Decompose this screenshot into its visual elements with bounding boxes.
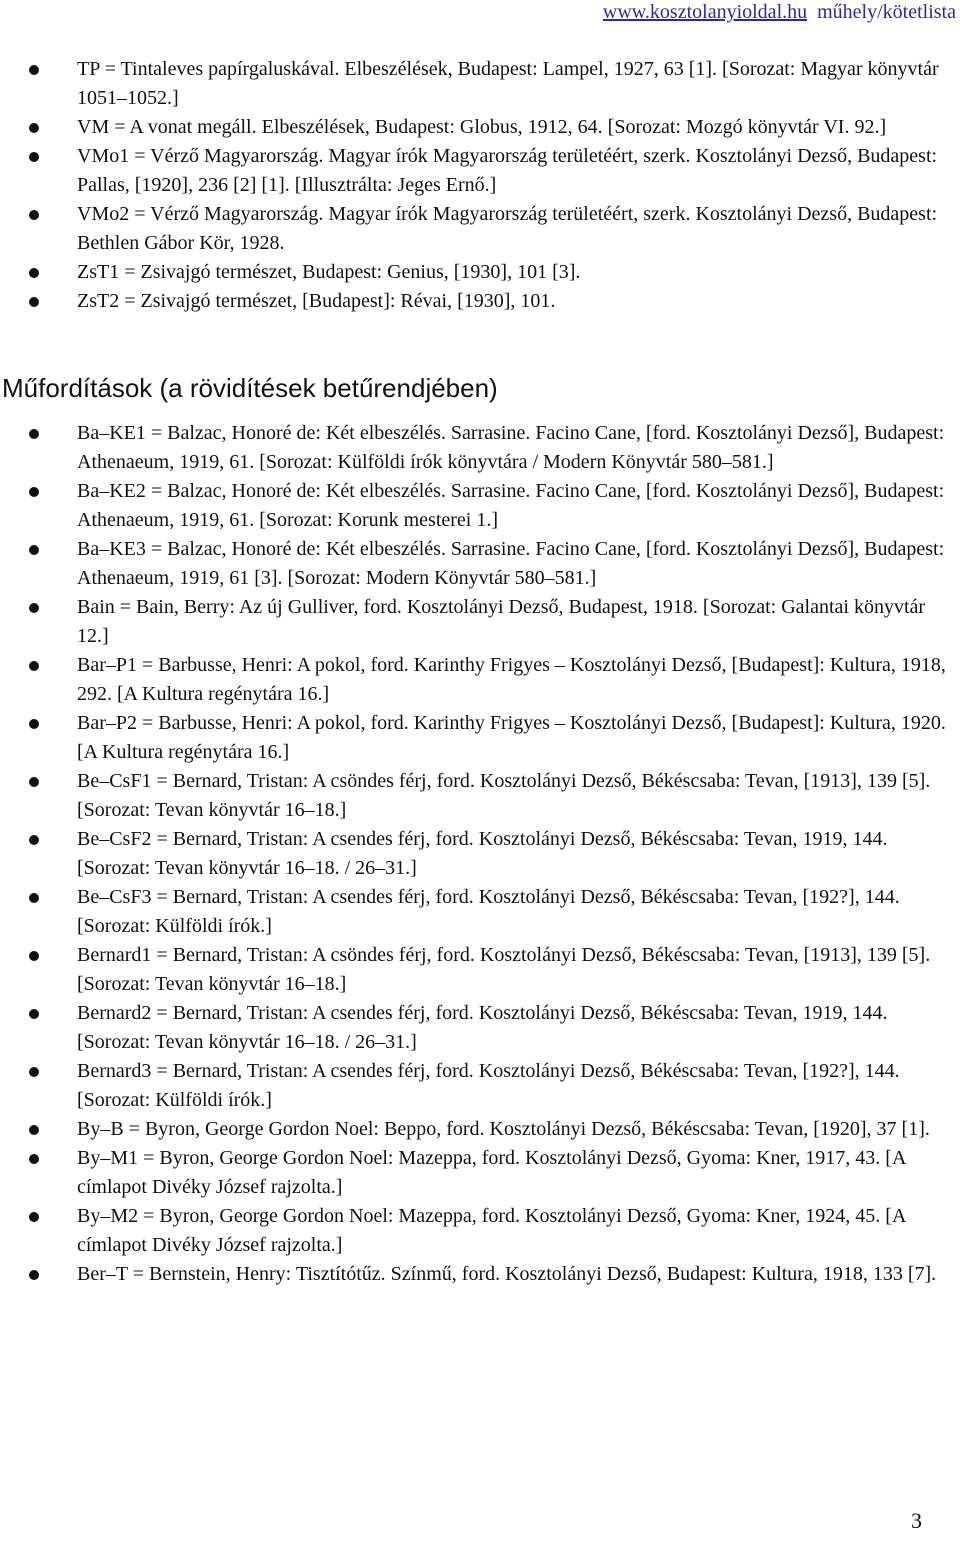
bullet-icon [29,1154,39,1164]
bullet-icon [29,487,39,497]
bullet-icon [29,65,39,75]
entry-text: VMo2 = Vérző Magyarország. Magyar írók Magyarország területéért, szerk. Kosztolányi Dezső, Budapest: Bethlen Gábor Kör, 1928. [77,203,938,254]
list-item [0,825,960,883]
bullet-icon [29,603,39,613]
bullet-icon [29,777,39,787]
list-item [0,709,960,767]
list-item [0,200,960,258]
bullet-icon [29,835,39,845]
list-item [0,258,960,287]
header-path: műhely/kötetlista [817,1,956,23]
entry-text: ZsT2 = Zsivajgó természet, [Budapest]: Révai, [1930], 101. [77,290,556,312]
bullet-icon [29,123,39,133]
list-item [0,113,960,142]
list-item [0,767,960,825]
entry-text: Ba–KE1 = Balzac, Honoré de: Két elbeszélés. Sarrasine. Facino Cane, [ford. Kosztolányi Dezső], Budapest: Athenaeum, 1919, 61. [Sorozat: Külföldi írók könyvtára / Modern Könyvtár 580–581.] [77,422,945,473]
entry-text: Be–CsF2 = Bernard, Tristan: A csendes férj, ford. Kosztolányi Dezső, Békéscsaba: Tevan, 1919, 144. [Sorozat: Tevan könyvtár 16–18. / 26–31.] [77,828,888,879]
list-item [0,1115,960,1144]
work-list [0,55,960,316]
bullet-icon [29,719,39,729]
bullet-icon [29,1067,39,1077]
entry-text: Bernard1 = Bernard, Tristan: A csöndes férj, ford. Kosztolányi Dezső, Békéscsaba: Tevan, [1913], 139 [5]. [Sorozat: Tevan könyvtár 16–18.] [77,944,931,995]
list-item [0,142,960,200]
list-item [0,1260,960,1289]
entry-text: By–B = Byron, George Gordon Noel: Beppo, ford. Kosztolányi Dezső, Békéscsaba: Tevan, [1920], 37 [1]. [77,1118,930,1140]
entry-text: ZsT1 = Zsivajgó természet, Budapest: Genius, [1930], 101 [3]. [77,261,581,283]
bullet-icon [29,210,39,220]
list-item [0,941,960,999]
list-item [0,1057,960,1115]
entry-text: Bar–P2 = Barbusse, Henri: A pokol, ford. Karinthy Frigyes – Kosztolányi Dezső, [Budapest]: Kultura, 1920. [A Kultura regénytára 16.] [77,712,946,763]
list-item [0,651,960,709]
list-item [0,1144,960,1202]
section-title: Műfordítások (a rövidítések betűrendjében) [2,373,498,403]
entry-text: By–M1 = Byron, George Gordon Noel: Mazeppa, ford. Kosztolányi Dezső, Gyoma: Kner, 1917, 43. [A címlapot Divéky József rajzolta.] [77,1147,906,1198]
entry-text: Bain = Bain, Berry: Az új Gulliver, ford. Kosztolányi Dezső, Budapest, 1918. [Sorozat: Galantai könyvtár 12.] [77,596,926,647]
list-item [0,593,960,651]
entry-text: Bar–P1 = Barbusse, Henri: A pokol, ford. Karinthy Frigyes – Kosztolányi Dezső, [Budapest]: Kultura, 1918, 292. [A Kultura regénytára 16.] [77,654,946,705]
bullet-icon [29,661,39,671]
entry-text: Ba–KE3 = Balzac, Honoré de: Két elbeszélés. Sarrasine. Facino Cane, [ford. Kosztolányi Dezső], Budapest: Athenaeum, 1919, 61 [3]. [Sorozat: Modern Könyvtár 580–581.] [77,538,945,589]
entry-text: Bernard3 = Bernard, Tristan: A csendes férj, ford. Kosztolányi Dezső, Békéscsaba: Tevan, [192?], 144. [Sorozat: Külföldi írók.] [77,1060,900,1111]
list-item [0,883,960,941]
entry-text: Be–CsF3 = Bernard, Tristan: A csendes férj, ford. Kosztolányi Dezső, Békéscsaba: Tevan, [192?], 144. [Sorozat: Külföldi írók.] [77,886,900,937]
entry-text: VMo1 = Vérző Magyarország. Magyar írók Magyarország területéért, szerk. Kosztolányi Dezső, Budapest: Pallas, [1920], 236 [2] [1]. [Illusztrálta: Jeges Ernő.] [77,145,938,196]
list-item [0,1202,960,1260]
entry-text: Ber–T = Bernstein, Henry: Tisztítótűz. Színmű, ford. Kosztolányi Dezső, Budapest: Kultura, 1918, 133 [7]. [77,1263,937,1285]
bullet-icon [29,1212,39,1222]
entry-text: Ba–KE2 = Balzac, Honoré de: Két elbeszélés. Sarrasine. Facino Cane, [ford. Kosztolányi Dezső], Budapest: Athenaeum, 1919, 61. [Sorozat: Korunk mesterei 1.] [77,480,945,531]
bullet-icon [29,545,39,555]
bullet-icon [29,893,39,903]
entry-text: Be–CsF1 = Bernard, Tristan: A csöndes férj, ford. Kosztolányi Dezső, Békéscsaba: Tevan, [1913], 139 [5]. [Sorozat: Tevan könyvtár 16–18.] [77,770,931,821]
list-item [0,55,960,113]
site-link[interactable]: www.kosztolanyioldal.hu [602,1,808,23]
list-item [0,477,960,535]
bullet-icon [29,429,39,439]
bullet-icon [29,297,39,307]
translation-list [0,419,960,1289]
bullet-icon [29,1125,39,1135]
bullet-icon [29,152,39,162]
entry-text: TP = Tintaleves papírgaluskával. Elbeszélések, Budapest: Lampel, 1927, 63 [1]. [Sorozat: Magyar könyvtár 1051–1052.] [77,58,939,109]
entry-text: Bernard2 = Bernard, Tristan: A csendes férj, ford. Kosztolányi Dezső, Békéscsaba: Tevan, 1919, 144. [Sorozat: Tevan könyvtár 16–18. / 26–31.] [77,1002,888,1053]
list-item [0,999,960,1057]
page-header [603,0,956,26]
entry-text: VM = A vonat megáll. Elbeszélések, Budapest: Globus, 1912, 64. [Sorozat: Mozgó könyvtár VI. 92.] [77,116,887,138]
list-item [0,419,960,477]
bullet-icon [29,951,39,961]
bullet-icon [29,1270,39,1280]
page-number: 3 [911,1508,922,1533]
entry-text: By–M2 = Byron, George Gordon Noel: Mazeppa, ford. Kosztolányi Dezső, Gyoma: Kner, 1924, 45. [A címlapot Divéky József rajzolta.] [77,1205,906,1256]
bullet-icon [29,1009,39,1019]
list-item [0,535,960,593]
list-item [0,287,960,316]
bullet-icon [29,268,39,278]
